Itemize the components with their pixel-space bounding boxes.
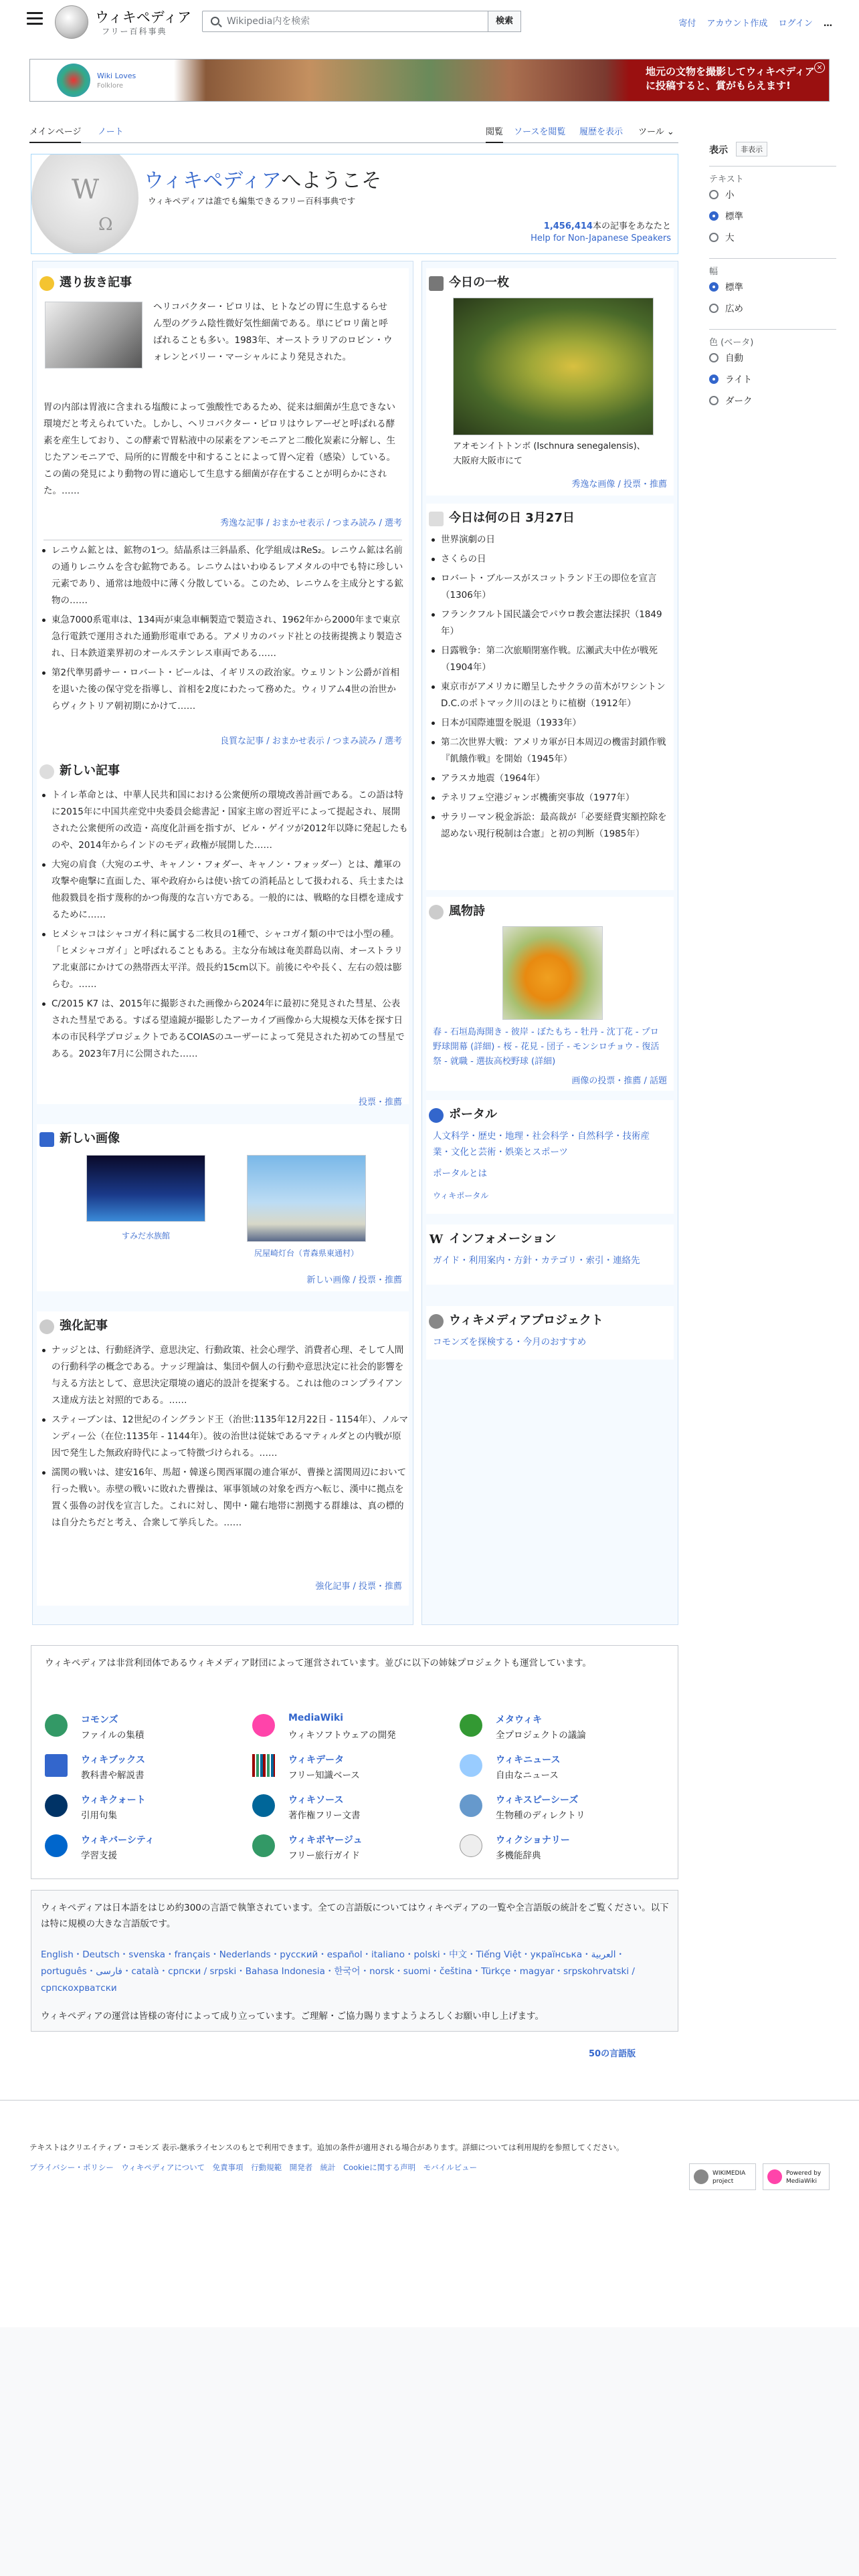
main-menu-icon[interactable]: [27, 12, 43, 25]
list-item: 日本が国際連盟を脱退（1933年）: [426, 715, 674, 732]
featured-heading: 選り抜き記事: [37, 274, 409, 292]
portal-about-link[interactable]: ポータルとは: [433, 1168, 487, 1179]
sister-wikivoyage[interactable]: ウィキボヤージュ フリー旅行ガイド: [252, 1832, 453, 1866]
sister-wikidata[interactable]: ウィキデータ フリー知識ベース: [252, 1751, 453, 1786]
information-links[interactable]: ガイド・利用案内・方針・カテゴリ・索引・連絡先: [433, 1255, 640, 1266]
banner-close-icon[interactable]: ×: [814, 62, 825, 73]
seasonal-footer[interactable]: 画像の投票・推薦 / 話題: [571, 1076, 667, 1086]
on-this-day-list: [426, 532, 674, 843]
new-articles-heading: 新しい記事: [37, 762, 409, 780]
featured-article-box: [37, 268, 409, 790]
damselfly-image[interactable]: [453, 298, 654, 435]
tab-view-source[interactable]: ソースを閲覧: [514, 127, 566, 137]
width-label: 幅: [709, 258, 836, 277]
mediawiki-badge[interactable]: Powered by MediaWiki: [763, 2163, 830, 2190]
new-articles-box: [37, 756, 409, 1107]
list-item: 東急7000系電車は、134両が東急車輌製造で製造され、1962年から2000年まで東京急行電鉄で運用された通勤形電車である。アメリカのバッド社との技術提携より製造され、日本鉄道業界初のオールステンレス車両である……: [37, 612, 403, 662]
portal-links[interactable]: 人文科学・歴史・地理・社会科学・自然科学・技術産業・文化と芸術・娯楽とスポーツ: [433, 1131, 650, 1158]
commons-icon: [45, 1714, 68, 1737]
wikibooks-icon: [45, 1754, 68, 1777]
seasonal-icon: [429, 905, 444, 920]
sister-commons[interactable]: コモンズ ファイルの集積: [45, 1711, 246, 1746]
donation-text: ウィキペディアの運営は皆様の寄付によって成り立っています。ご理解・ご協力賜りますようよろしくお願い申し上げます。: [41, 2011, 544, 2022]
new-images-heading: 新しい画像: [37, 1130, 409, 1148]
create-account-link[interactable]: アカウント作成: [706, 19, 768, 29]
wikidata-icon: [252, 1754, 275, 1777]
wikimedia-icon: [429, 1314, 444, 1329]
information-heading: W インフォメーション: [429, 1232, 557, 1247]
sister-mediawiki[interactable]: MediaWiki ウィキソフトウェアの開発: [252, 1711, 453, 1746]
text-small-radio[interactable]: 小: [709, 185, 836, 206]
footer-links[interactable]: プライバシー・ポリシー ウィキペディアについて 免責事項 行動規範 開発者 統計 Cookieに関する声明 モバイルビュー: [29, 2163, 478, 2172]
aquarium-image[interactable]: [86, 1155, 205, 1222]
text-size-label: テキスト: [709, 166, 836, 185]
wikiversity-icon: [45, 1834, 68, 1857]
picture-of-day-box: [426, 268, 674, 496]
information-box: [426, 1224, 674, 1285]
good-footer-links[interactable]: 良質な記事 / おまかせ表示 / つまみ読み / 選考: [220, 736, 402, 746]
star-outline-icon: [39, 1319, 54, 1334]
improved-articles-list: [37, 1342, 409, 1531]
list-item: 第二次世界大戦：アメリカ軍が日本周辺の機雷封鎖作戦『飢餓作戦』を開始（1945年）: [426, 734, 674, 768]
more-icon[interactable]: …: [824, 19, 832, 29]
on-this-day-box: [426, 504, 674, 890]
list-item: さくらの日: [426, 551, 674, 568]
list-item: テネリフェ空港ジャンボ機衝突事故（1977年）: [426, 790, 674, 807]
featured-text-2: 胃の内部は胃液に含まれる塩酸によって強酸性であるため、従来は細菌が生息できない環境だと考えられていた。しかし、ヘリコバクター・ピロリはウレアーゼと呼ばれる酵素を産生しており、この酵素で胃粘液中の尿素をアンモニアと二酸化炭素に分解し、生じたアンモニアで、局所的に胃酸を中和することによって胃へ定着（感染）している。この菌の発見により動物の胃に適応して生息する細菌が存在することが明らかにされた。……: [43, 402, 396, 496]
welcome-box: [31, 154, 678, 254]
potd-heading: 今日の一枚: [426, 274, 674, 292]
potd-footer[interactable]: 秀逸な画像 / 投票・推薦: [571, 479, 667, 490]
logo-subtitle: フリー百科事典: [102, 27, 167, 36]
width-wide-radio[interactable]: 広め: [709, 298, 836, 320]
wikipedia-logo[interactable]: [55, 5, 88, 39]
improved-heading: 強化記事: [37, 1317, 409, 1335]
banner-logo-subtext: Folklore: [97, 82, 124, 90]
appearance-title: 表示 非表示: [709, 143, 836, 156]
text-large-radio[interactable]: 大: [709, 227, 836, 249]
sister-wiktionary[interactable]: ウィクショナリー 多機能辞典: [460, 1832, 660, 1866]
portal-box: [426, 1100, 674, 1214]
portal-heading: ポータル: [426, 1105, 674, 1124]
page-bottom: [0, 2327, 859, 2576]
wikivoyage-icon: [252, 1834, 275, 1857]
list-item: アラスカ地震（1964年）: [426, 770, 674, 787]
tab-main-page[interactable]: メインページ: [29, 124, 81, 143]
wiki-loves-folklore-logo: [57, 64, 90, 97]
lighthouse-image[interactable]: [247, 1155, 366, 1242]
wikimedia-badge[interactable]: WIKIMEDIA project: [689, 2163, 756, 2190]
page-tabs: [29, 118, 678, 143]
login-link[interactable]: ログイン: [778, 19, 813, 29]
image-icon: [429, 276, 444, 291]
list-item: サラリーマン税金訴訟：最高裁が「必要経費実額控除を認めない現行税制は合憲」と初の判断（1985年）: [426, 809, 674, 843]
languages-box: [31, 1890, 678, 2032]
list-item: 大宛の肩食（大宛のエサ、キャノン・フォダー、キャノン・フォッダー）とは、離軍の攻撃や砲撃に直面した、軍や政府からは使い捨ての消耗品として扱われる、兵士または他殺戮員を指す蔑称的かつ侮蔑的な言い方である。一般的には、戦略的な目標を達成するために……: [37, 857, 409, 924]
sister-wikinews[interactable]: ウィキニュース 自由なニュース: [460, 1751, 660, 1786]
calendar-icon: [429, 512, 444, 526]
wiktionary-icon: [460, 1834, 482, 1857]
potd-caption: アオモンイトトンボ (Ischnura senegalensis)、大阪府大阪市にて: [453, 441, 646, 466]
personal-tools: [670, 16, 832, 29]
language-count-button[interactable]: 50の言語版: [589, 2049, 636, 2059]
text-standard-radio[interactable]: 標準: [709, 206, 836, 227]
wikipedia-w-icon: W: [429, 1232, 444, 1247]
seasonal-image[interactable]: [502, 926, 603, 1020]
right-column: [421, 261, 678, 1625]
color-light-radio[interactable]: ライト: [709, 369, 836, 391]
on-this-day-heading: 今日は何の日 3月27日: [426, 509, 674, 528]
search-input[interactable]: Wikipedia内を検索: [202, 11, 488, 32]
welcome-title: ウィキペディアへようこそ: [144, 169, 382, 193]
page-footer: [0, 2100, 859, 2327]
color-label: 色 (ベータ): [709, 329, 836, 348]
sister-projects-box: [31, 1645, 678, 1879]
project-links[interactable]: コモンズを探検する・今月のおすすめ: [433, 1337, 587, 1348]
appearance-panel: [709, 143, 836, 412]
question-icon: [39, 764, 54, 779]
featured-text-1: ヘリコバクター・ピロリは、ヒトなどの胃に生息するらせん型のグラム陰性微好気性細菌である。単にピロリ菌と呼ばれることも多い。1983年、オーストラリアのロビン・ウォレンとバリー・マーシャルにより発見された。: [153, 302, 393, 362]
list-item: 東京市がアメリカに贈呈したサクラの苗木がワシントンD.C.のポトマック川のほとりに植樹（1912年）: [426, 679, 674, 712]
list-item: 濡関の戦いは、建安16年、馬超・韓遂ら関西軍閥の連合軍が、曹操と濡関周辺において行った戦い。赤壁の戦いに敗れた曹操は、軍事領域の対象を西方へ転じ、漢中に拠点を置く張魯の討伐を宣言した。これに対し、関中・隴右地帯に割拠する群雄は、真の標的は自分たちだと考え、合衆して挙兵した。……: [37, 1465, 409, 1531]
sister-wikisource[interactable]: ウィキソース 著作権フリー文書: [252, 1792, 453, 1826]
banner-message[interactable]: 地元の文物を撮影してウィキペディアに投稿すると、賞がもらえます!: [646, 66, 815, 92]
new-images-footer[interactable]: 新しい画像 / 投票・推薦: [306, 1275, 402, 1285]
new-articles-list: [37, 787, 409, 1063]
sister-wikispecies[interactable]: ウィキスピーシーズ 生物種のディレクトリ: [460, 1792, 660, 1826]
search-button[interactable]: 検索: [488, 11, 521, 32]
article-count: 1,456,414本の記事をあなたと: [543, 221, 671, 231]
list-item: 第2代準男爵サー・ロバート・ピールは、イギリスの政治家。ウェリントン公爵が首相を退いた後の保守党を指導し、首相を2度にわたって務めた。ウィリアム4世の治世からヴィクトリア朝初期にかけて……: [37, 665, 403, 715]
portal-icon: [429, 1108, 444, 1123]
wikipedia-globe-icon: W Ω: [31, 154, 138, 254]
list-item: ヒメシャコはシャコガイ科に属する二枚貝の1種で、シャコガイ類の中では小型の種。「ヒメシャコガイ」と呼ばれることもある。主な分布域は奄美群島以南、オーストラリア北東部にかけての熱帯西太平洋。殻長約15cm以下。前後にやや長く、左右の殻は膨らむ。……: [37, 926, 409, 993]
donate-link[interactable]: 寄付: [678, 19, 696, 29]
improved-articles-box: [37, 1311, 409, 1606]
tab-read[interactable]: 閲覧: [486, 124, 503, 143]
good-articles-list: [37, 542, 403, 718]
campaign-banner[interactable]: [29, 59, 830, 102]
image-caption-2[interactable]: 尻屋崎灯台（青森県東通村）: [254, 1249, 359, 1258]
wikisource-icon: [252, 1794, 275, 1817]
star-icon: [39, 276, 54, 291]
list-item: ナッジとは、行動経済学、意思決定、行動政策、社会心理学、消費者心理、そして人間の行動科学の概念である。ナッジ理論は、集団や個人の行動や意思決定に社会的影響を与える方法として、意思決定環境の適応的設計を提案する。これは他のコンプライアンス達成方法と対照的である。……: [37, 1342, 409, 1409]
tools-dropdown[interactable]: ツール ⌄: [638, 127, 674, 137]
license-text: テキストはクリエイティブ・コモンズ 表示-継承ライセンスのもとで利用できます。追加の条件が適用される場合があります。詳細については利用規約を参照してください。: [29, 2143, 624, 2152]
list-item: 日露戦争：第二次旅順閉塞作戦。広瀬武夫中佐が戦死（1904年）: [426, 643, 674, 676]
help-link[interactable]: Help for Non-Japanese Speakers: [531, 233, 671, 243]
tab-history[interactable]: 履歴を表示: [579, 127, 624, 137]
list-item: ロバート・ブルースがスコットランド王の即位を宣言（1306年）: [426, 570, 674, 604]
new-articles-footer[interactable]: 投票・推薦: [358, 1097, 402, 1107]
left-column: [32, 261, 413, 1625]
sister-intro: ウィキペディアは非営利団体であるウィキメディア財団によって運営されています。並びに以下の姉妹プロジェクトも運営しています。: [45, 1658, 592, 1669]
project-heading: ウィキメディアプロジェクト: [426, 1311, 674, 1330]
search-icon: [211, 17, 219, 25]
wikimedia-project-box: [426, 1306, 674, 1360]
hide-button[interactable]: 非表示: [736, 142, 767, 156]
sister-meta[interactable]: メタウィキ 全プロジェクトの議論: [460, 1711, 660, 1746]
list-item: レニウム鉱とは、鉱物の1つ。結晶系は三斜晶系、化学組成はReS₂。レニウム鉱は名前の通りレニウムを含む鉱物である。レニウムはいわゆるレアメタルの中でも特に珍しい元素であり、通常は地殻中に薄く分散している。このため、レニウムを主成分とする鉱物の……: [37, 542, 403, 609]
color-dark-radio[interactable]: ダーク: [709, 391, 836, 412]
languages-intro: ウィキペディアは日本語をはじめ約300の言語で執筆されています。全ての言語版についてはウィキペディアの一覧や全言語版の統計をご覧ください。以下は特に規模の大きな言語版です。: [41, 1903, 669, 1929]
width-standard-radio[interactable]: 標準: [709, 277, 836, 298]
meta-icon: [460, 1714, 482, 1737]
header: [0, 0, 859, 43]
wikinews-icon: [460, 1754, 482, 1777]
sister-wikiquote[interactable]: ウィキクォート 引用句集: [45, 1792, 246, 1826]
featured-image[interactable]: [45, 302, 142, 368]
welcome-subtitle: ウィキペディアは誰でも編集できるフリー百科事典です: [148, 196, 356, 206]
seasonal-box: [426, 897, 674, 1091]
tab-talk[interactable]: ノート: [98, 127, 124, 137]
seasonal-links[interactable]: 春 - 石垣島海開き - 彼岸 - ぼたもち - 牡丹 - 沈丁花 - プロ野球開幕 (詳細) - 桜 - 花見 - 団子 - モンシロチョウ - 復活祭 - 就職 - 選抜高校野球 (詳細): [433, 1027, 660, 1067]
list-item: 世界演劇の日: [426, 532, 674, 548]
featured-footer-links[interactable]: 秀逸な記事 / おまかせ表示 / つまみ読み / 選考: [220, 518, 402, 528]
improved-footer[interactable]: 強化記事 / 投票・推薦: [315, 1582, 402, 1592]
language-links[interactable]: English・Deutsch・svenska・français・Nederlands・русский・español・italiano・polski・中文・Tiếng Việt・українська・العربية・português・فارسی・català・српски / srpski・Bahasa Indonesia・한국어・norsk・suomi・čeština・Türkçe・magyar・srpskohrvatski / српскохрватски: [41, 1949, 635, 1994]
seasonal-heading: 風物詩: [426, 902, 674, 921]
wikiquote-icon: [45, 1794, 68, 1817]
image-caption-1[interactable]: すみだ水族館: [121, 1231, 170, 1241]
wikiportal-link[interactable]: ウィキポータル: [433, 1191, 489, 1200]
list-item: C/2015 K7 は、2015年に撮影された画像から2024年に最初に発見された彗星、公表された彗星である。すばる望遠鏡が撮影したアーカイブ画像から大規模な天体を探す日本の市民科学プロジェクトであるCOIASのユーザーによって発見された初めての彗星である。2023年7月に公開された……: [37, 996, 409, 1063]
color-auto-radio[interactable]: 自動: [709, 348, 836, 369]
new-images-box: [37, 1124, 409, 1291]
mediawiki-icon: [252, 1714, 275, 1737]
list-item: トイレ革命とは、中華人民共和国における公衆便所の環境改善計画である。この語は特に2015年に中国共産党中央委員会総書記・国家主席の習近平によって提起され、展開された公衆便所の改造・高度化計画を指すが、ビル・ゲイツが2012年以降に発起したものや、2014年からインドのモディ政権が展開した……: [37, 787, 409, 854]
sister-wikibooks[interactable]: ウィキブックス 教科書や解説書: [45, 1751, 246, 1786]
list-item: フランクフルト国民議会でパウロ教会憲法採択（1849年）: [426, 607, 674, 640]
list-item: スティーブンは、12世紀のイングランド王（治世:1135年12月22日 - 1154年）、ノルマンディー公（在位:1135年 - 1144年）。彼の治世は従妹であるマティルダとの内戦が原因で発生した無政府時代によって特徴づけられる。……: [37, 1412, 409, 1462]
logo-title[interactable]: ウィキペディア: [95, 9, 192, 25]
sister-wikiversity[interactable]: ウィキバーシティ 学習支援: [45, 1832, 246, 1866]
banner-logo-text: Wiki Loves: [97, 72, 136, 80]
wikispecies-icon: [460, 1794, 482, 1817]
image-icon: [39, 1132, 54, 1147]
